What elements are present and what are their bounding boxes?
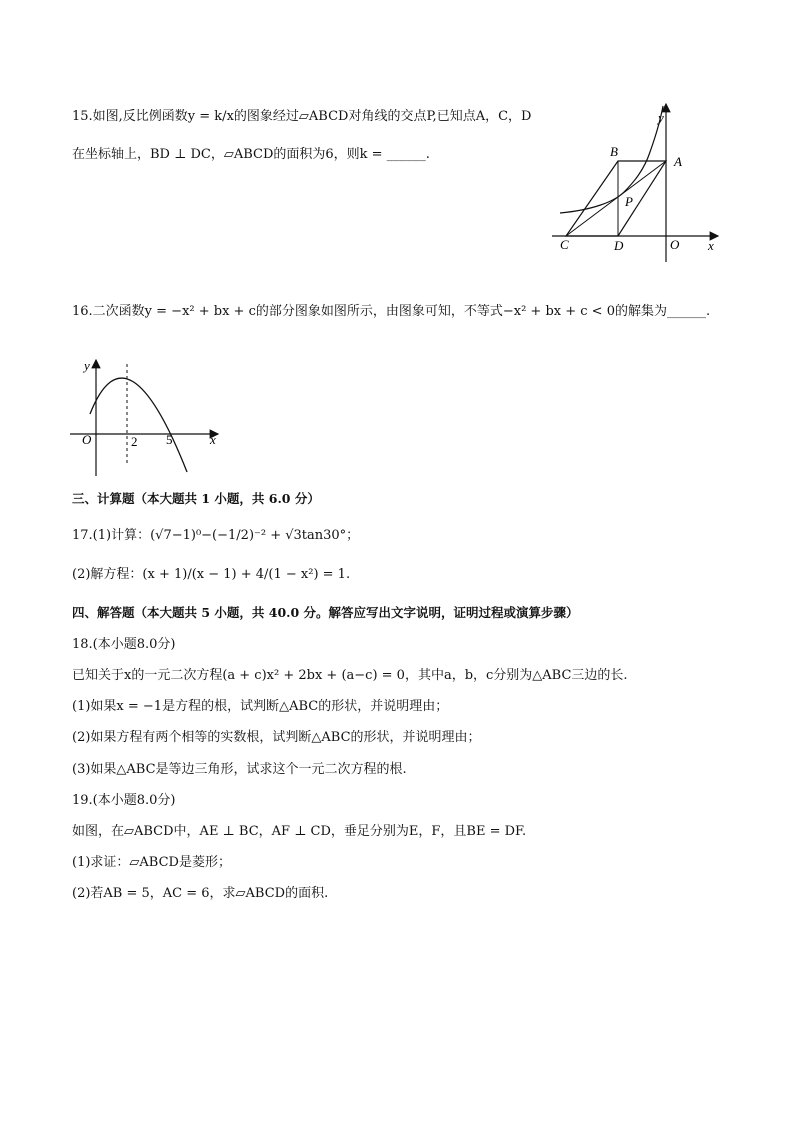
- q18-header: 18.(本小题8.0分): [72, 637, 176, 652]
- q15-label-c: C: [560, 237, 569, 252]
- q19-header: 19.(本小题8.0分): [72, 793, 176, 808]
- q15-line2: 在坐标轴上，BD ⊥ DC，▱ABCD的面积为6，则k = ______.: [72, 147, 430, 162]
- q16-tick-2: 2: [131, 434, 138, 449]
- q18-stem: 已知关于x的一元二次方程(a + c)x² + 2bx + (a−c) = 0，其中a，b，c分别为△ABC三边的长.: [72, 668, 628, 683]
- q19-part1: (1)求证：▱ABCD是菱形；: [72, 855, 231, 870]
- q15-label-a: A: [674, 154, 682, 169]
- q16-figure: [70, 356, 230, 478]
- q16-line1: 16.二次函数y = −x² + bx + c的部分图象如图所示，由图象可知，不等式−x² + bx + c < 0的解集为______.: [72, 304, 711, 319]
- q16-label-o: O: [82, 432, 92, 447]
- q19-part2: (2)若AB = 5，AC = 6，求▱ABCD的面积.: [72, 886, 329, 901]
- q15-label-y: y: [658, 110, 664, 125]
- q17-part2: (2)解方程：(x + 1)/(x − 1) + 4/(1 − x²) = 1.: [72, 567, 351, 582]
- q15-label-x: x: [708, 238, 714, 253]
- q18-part1: (1)如果x = −1是方程的根，试判断△ABC的形状，并说明理由；: [72, 699, 449, 714]
- q15-label-d: D: [614, 238, 624, 253]
- q15-line1: 15.如图,反比例函数y = k/x的图象经过▱ABCD对角线的交点P,已知点A，C，D: [72, 109, 532, 124]
- q18-part2: (2)如果方程有两个相等的实数根，试判断△ABC的形状，并说明理由；: [72, 730, 481, 745]
- q15-label-o: O: [670, 237, 680, 252]
- q18-part3: (3)如果△ABC是等边三角形，试求这个一元二次方程的根.: [72, 762, 407, 777]
- q19-stem: 如图，在▱ABCD中，AE ⊥ BC，AF ⊥ CD，垂足分别为E，F，且BE = DF.: [72, 824, 527, 839]
- q15-label-p: P: [625, 194, 633, 209]
- q15-label-b: B: [610, 144, 618, 159]
- q16-label-y: y: [84, 358, 90, 373]
- section-4-heading: 四、解答题（本大题共 5 小题，共 40.0 分。解答应写出文字说明，证明过程或演算步骤）: [72, 605, 579, 620]
- q16-label-x: x: [210, 432, 216, 447]
- q15-curve: [560, 106, 663, 213]
- section-3-heading: 三、计算题（本大题共 1 小题，共 6.0 分）: [72, 491, 320, 506]
- q17-part1: 17.(1)计算：(√7−1)⁰−(−1/2)⁻² + √3tan30°；: [72, 528, 360, 543]
- q15-figure: [552, 100, 732, 265]
- q16-parabola: [90, 378, 187, 472]
- q16-tick-5: 5: [166, 432, 173, 447]
